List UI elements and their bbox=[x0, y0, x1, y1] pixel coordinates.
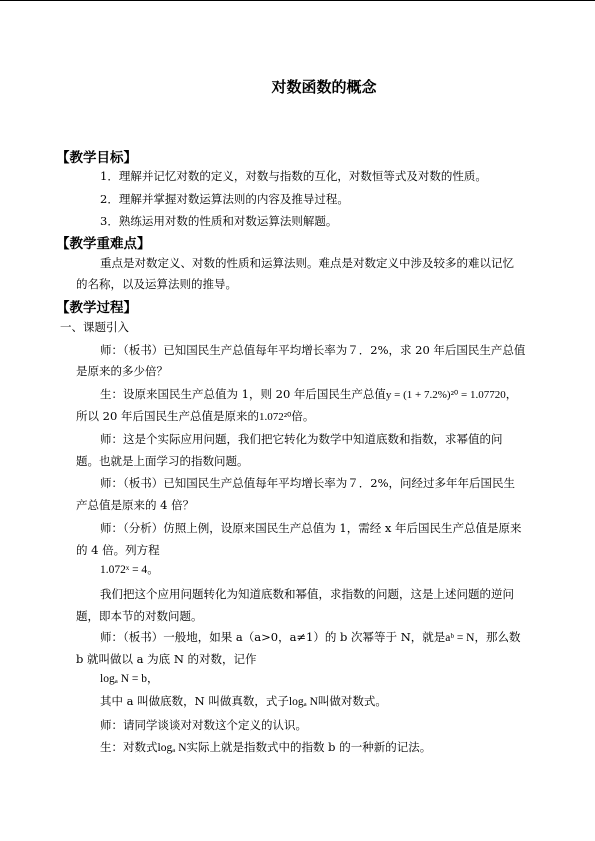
objectives-heading: 【教学目标】 bbox=[56, 150, 137, 166]
paragraph-4-line-1: 师：（板书）已知国民生产总值每年平均增长率为７．2%，问经过多年年后国民生 bbox=[100, 476, 515, 490]
growth-formula: y = (1 + 7.2%)²⁰ = 1.07720 bbox=[385, 389, 506, 401]
paragraph-2-line-1 bbox=[100, 387, 517, 402]
paragraph-7-text: 师：（板书）一般地，如果 a（a>0，a≠1）的 b 次幂等于 N，就是 bbox=[100, 630, 446, 644]
paragraph-8-text: 其中 a 叫做底数，N 叫做真数，式子 bbox=[100, 694, 289, 708]
power-formula: 1.072²⁰ bbox=[258, 411, 292, 423]
log-expression: logₐ N bbox=[288, 696, 318, 708]
paragraph-8-end: 叫做对数式。 bbox=[317, 694, 387, 708]
paragraph-5-line-2: 的 4 倍。列方程 bbox=[76, 543, 160, 557]
objective-item-1: 1．理解并记忆对数的定义，对数与指数的互化，对数恒等式及对数的性质。 bbox=[100, 169, 487, 183]
paragraph-2-line-2 bbox=[76, 409, 314, 424]
paragraph-2b-text: 所以 20 年后国民生产总值是原来的 bbox=[76, 409, 259, 423]
paragraph-3-line-2: 题。也就是上面学习的指数问题。 bbox=[76, 454, 249, 468]
paragraph-9: 师：请同学谈谈对对数这个定义的认识。 bbox=[100, 718, 307, 732]
objective-item-2: 2．理解并掌握对数运算法则的内容及推导过程。 bbox=[100, 192, 349, 206]
paragraph-6-line-2: 题，即本节的对数问题。 bbox=[76, 609, 203, 623]
paragraph-8 bbox=[100, 694, 387, 709]
log-definition-line bbox=[100, 671, 159, 686]
paragraph-1-line-2: 是原来的多少倍？ bbox=[76, 364, 168, 378]
paragraph-1-line-1: 师：（板书）已知国民生产总值每年平均增长率为７．2%，求 20 年后国民生产总值 bbox=[100, 343, 526, 357]
paragraph-7-end: ，那么数 bbox=[474, 630, 521, 644]
log-definition-end: ， bbox=[147, 671, 159, 685]
key-points-heading: 【教学重难点】 bbox=[56, 236, 151, 252]
process-subheading: 一、课题引入 bbox=[60, 320, 129, 334]
equation-end: 。 bbox=[147, 562, 159, 576]
paragraph-6-line-1: 我们把这个应用问题转化为知道底数和幂值，求指数的问题，这是上述问题的逆问 bbox=[100, 587, 514, 601]
paragraph-2-punct: ， bbox=[505, 387, 518, 401]
page-title: 对数函数的概念 bbox=[271, 78, 377, 96]
top-rule bbox=[0, 0, 595, 1]
paragraph-7-line-1 bbox=[100, 630, 521, 645]
equation-line bbox=[100, 562, 159, 577]
key-points-line-2: 的名称，以及运算法则的推导。 bbox=[76, 277, 237, 291]
exponent-formula: aᵇ = N bbox=[445, 632, 475, 644]
paragraph-4-line-2: 产总值是原来的 4 倍？ bbox=[76, 498, 195, 512]
paragraph-3-line-1: 师：这是个实际应用问题，我们把它转化为数学中知道底数和指数，求幂值的问 bbox=[100, 432, 503, 446]
paragraph-10-text: 生：对数式 bbox=[100, 740, 158, 754]
paragraph-2b-end: 倍。 bbox=[291, 409, 315, 423]
log-expression-2: logₐ N bbox=[157, 742, 187, 754]
objective-item-3: 3．熟练运用对数的性质和对数运算法则解题。 bbox=[100, 214, 338, 228]
paragraph-2-text: 生：设原来国民生产总值为 1，则 20 年后国民生产总值 bbox=[100, 387, 386, 401]
paragraph-10 bbox=[100, 740, 431, 755]
process-heading: 【教学过程】 bbox=[56, 300, 137, 316]
equation-formula: 1.072ˣ = 4 bbox=[100, 564, 148, 576]
paragraph-5-line-1: 师：（分析）仿照上例，设原来国民生产总值为 1，需经 x 年后国民生产总值是原来 bbox=[100, 521, 522, 535]
key-points-line-1: 重点是对数定义、对数的性质和运算法则。难点是对数定义中涉及较多的难以记忆 bbox=[100, 256, 514, 270]
paragraph-7-line-2: b 就叫做以 a 为底 N 的对数，记作 bbox=[76, 652, 257, 666]
paragraph-10-end: 实际上就是指数式中的指数 b 的一种新的记法。 bbox=[186, 740, 432, 754]
log-definition-formula: logₐ N = b bbox=[100, 673, 148, 685]
